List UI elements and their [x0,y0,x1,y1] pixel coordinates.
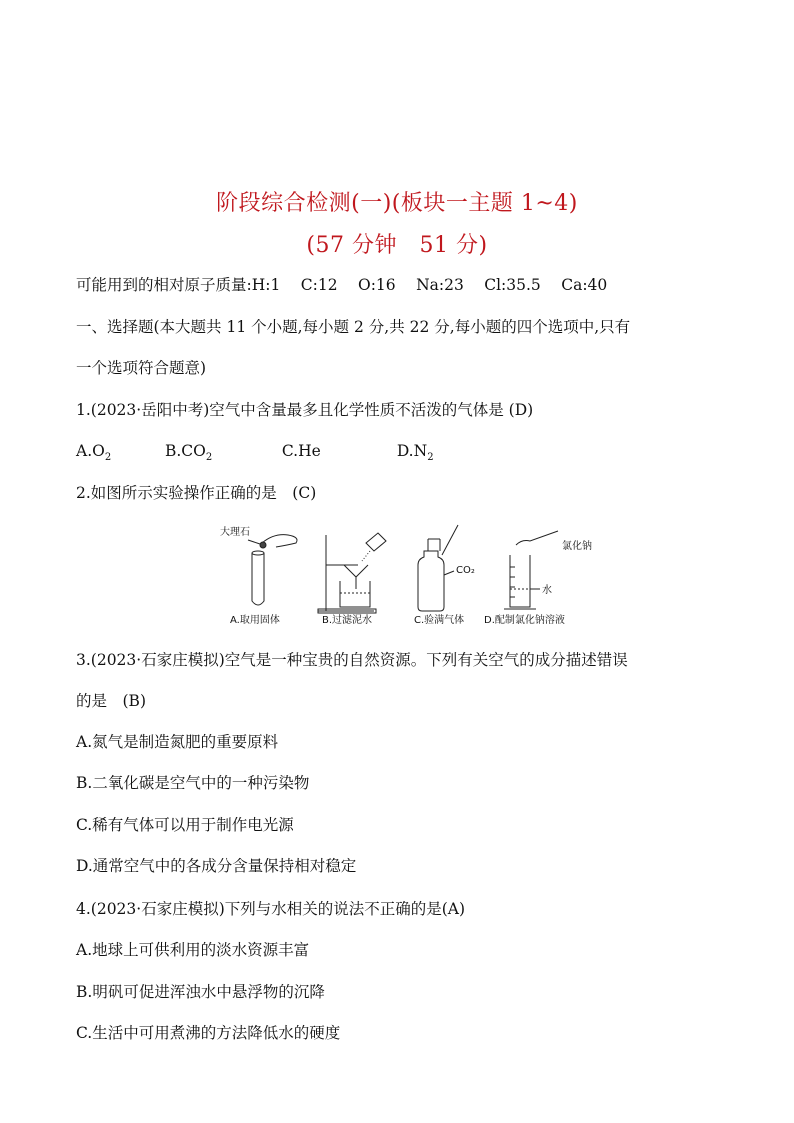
page-title: 阶段综合检测(一)(板块一主题 1~4) [216,191,578,216]
panel-c-gas-bottle [418,525,458,611]
option-d: $D.N_2$ [396,442,434,464]
question-1-stem: 1.(2023·岳阳中考)空气中含量最多且化学性质不活泼的气体是 (D) [76,401,534,419]
caption-c: C.验满气体 [414,615,465,626]
lab-operations-figure [218,515,592,627]
panel-b-filtration [318,533,386,613]
option-b: $B.CO_2$ [164,442,213,464]
panel-d-cylinder [504,531,558,609]
option-a: $A.O_2$ [76,442,112,464]
question-2-stem: 2.如图所示实验操作正确的是 (C) [76,484,317,502]
question-4-option-a: A.地球上可供利用的淡水资源丰富 [76,941,310,959]
question-3-stem-line1: 3.(2023·石家庄模拟)空气是一种宝贵的自然资源。下列有关空气的成分描述错误 [76,651,628,669]
lab-figure-svg [218,515,592,627]
label-water: 水 [542,585,552,596]
question-3-option-d: D.通常空气中的各成分含量保持相对稳定 [76,857,357,875]
caption-b: B.过滤泥水 [322,615,373,626]
question-4-option-c: C.生活中可用煮沸的方法降低水的硬度 [76,1024,341,1042]
question-3-stem-line2: 的是 (B) [76,692,146,710]
panel-a-test-tube [248,535,297,605]
question-1-options [76,441,726,468]
question-3-option-b: B.二氧化碳是空气中的一种污染物 [76,774,310,792]
caption-a: A.取用固体 [230,615,280,626]
label-marble: 大理石 [220,527,250,538]
atomic-masses-line: 可能用到的相对原子质量:H:1 C:12 O:16 Na:23 Cl:35.5 Ca:40 [76,276,608,294]
label-sodium-chloride: 氯化钠 [562,541,592,552]
question-3-option-c: C.稀有气体可以用于制作电光源 [76,816,294,834]
caption-d: D.配制氯化钠溶液 [484,615,565,626]
page-subtitle: (57 分钟 51 分) [306,233,488,258]
section-heading-line2: 一个选项符合题意) [76,359,207,377]
option-c: C.He [281,442,321,460]
section-heading-line1: 一、选择题(本大题共 11 个小题,每小题 2 分,共 22 分,每小题的四个选项中,只有 [76,318,631,336]
question-4-stem: 4.(2023·石家庄模拟)下列与水相关的说法不正确的是(A) [76,900,466,918]
question-4-option-b: B.明矾可促进浑浊水中悬浮物的沉降 [76,983,325,1001]
question-3-option-a: A.氮气是制造氮肥的重要原料 [76,733,279,751]
label-co2: CO₂ [456,565,475,576]
